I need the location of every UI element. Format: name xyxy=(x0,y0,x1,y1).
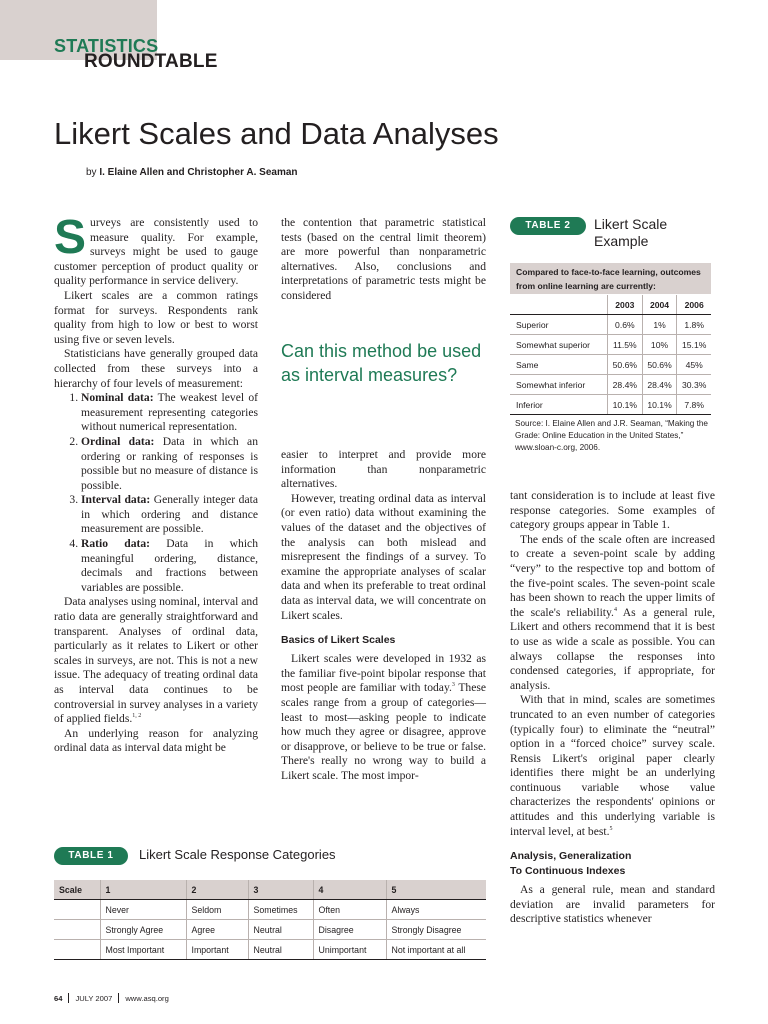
table-header-row xyxy=(54,880,486,900)
table-cell: Neutral xyxy=(248,940,313,960)
table-cell: Somewhat superior xyxy=(510,335,608,355)
table-2-source: Source: I. Elaine Allen and J.R. Seaman, “Making the Grade: Online Education in the United States,” www.sloan-c.org, 2006. xyxy=(515,419,708,452)
subheading-basics: Basics of Likert Scales xyxy=(281,634,396,647)
table-row xyxy=(510,335,711,355)
table-cell: Always xyxy=(386,900,486,920)
page-number: 64 xyxy=(54,994,63,1003)
paragraph: However, treating ordinal data as interval (or even ratio) data without examining the values of the dataset and the objectives of the analysis can both mislead and misrepresent the findings of a survey. To examine the appropriate analyses of scalar data and when its preferable to treat ordinal data as interval data, we will concentrate on Likert scales. xyxy=(281,491,486,622)
drop-cap: S xyxy=(54,211,87,264)
subheading-analysis: Analysis, Generalization To Continuous Indexes xyxy=(510,850,632,878)
table-cell: 10.1% xyxy=(608,395,643,415)
table-cell: Unimportant xyxy=(313,940,386,960)
paragraph: As a general rule, mean and standard deviation are invalid parameters for descriptive statistics whenever xyxy=(510,883,715,926)
table-cell: Often xyxy=(313,900,386,920)
table-row xyxy=(54,920,486,940)
table-header-cell: 2006 xyxy=(677,295,711,315)
body-column-2-top xyxy=(281,216,486,304)
list-item: 4. Ratio data: Data in which meaningful ordering, distance, decimals and fractions between variables are possible. xyxy=(81,537,258,595)
table-header-cell: 4 xyxy=(313,880,386,900)
table-cell xyxy=(54,940,100,960)
table-cell: Strongly Agree xyxy=(100,920,186,940)
section-label-statistics: STATISTICS xyxy=(54,36,159,56)
table-cell: 1% xyxy=(642,315,677,335)
paragraph: Statisticians have generally grouped data collected from these surveys into a hierarchy of four levels of measurement: xyxy=(54,347,258,390)
table-header-cell: Scale xyxy=(54,880,100,900)
table-header-cell: 2 xyxy=(186,880,248,900)
table-row xyxy=(510,315,711,335)
footer-divider xyxy=(68,993,69,1003)
table-header-cell: 2004 xyxy=(642,295,677,315)
section-label-roundtable: ROUNDTABLE xyxy=(84,51,218,72)
table-cell: 10% xyxy=(642,335,677,355)
table-header-cell: 1 xyxy=(100,880,186,900)
list-item: 3. Interval data: Generally integer data in which ordering and distance measurement are possible. xyxy=(81,493,258,537)
paragraph-intro xyxy=(54,211,258,289)
table-cell: 1.8% xyxy=(677,315,711,335)
paragraph: the contention that parametric statistical tests (based on the central limit theorem) are more powerful than nonparametric alternatives. Also, conclusions and interpretations of parametric tests might be considered xyxy=(281,216,486,302)
table-cell: Inferior xyxy=(510,395,608,415)
body-column-1 xyxy=(54,211,258,756)
body-column-2 xyxy=(281,448,486,783)
table-cell: Important xyxy=(186,940,248,960)
table-row xyxy=(510,355,711,375)
table-header-row xyxy=(510,295,711,315)
table-row xyxy=(510,395,711,415)
measurement-levels-list xyxy=(54,391,258,595)
body-column-3 xyxy=(510,489,715,927)
paragraph: tant consideration is to include at least five response categories. Some examples of category groups appear in Table 1. xyxy=(510,489,715,532)
table-cell xyxy=(54,920,100,940)
pull-quote: Can this method be used as interval measures? xyxy=(281,341,482,385)
table-cell: Disagree xyxy=(313,920,386,940)
paragraph: easier to interpret and provide more information than nonparametric alternatives. xyxy=(281,448,486,491)
table-header-cell: 2003 xyxy=(608,295,643,315)
table-row xyxy=(510,375,711,395)
reference-marker: 5 xyxy=(609,825,613,832)
table-cell: Sometimes xyxy=(248,900,313,920)
table-cell: 10.1% xyxy=(642,395,677,415)
table-cell: Neutral xyxy=(248,920,313,940)
page-footer xyxy=(54,993,169,1004)
site-link[interactable]: www.asq.org xyxy=(125,994,169,1003)
table-cell: 0.6% xyxy=(608,315,643,335)
table-cell: 50.6% xyxy=(608,355,643,375)
table-cell: 50.6% xyxy=(642,355,677,375)
table-cell: Most Important xyxy=(100,940,186,960)
paragraph: Data analyses using nominal, interval and ratio data are generally straightforward and transparent. Analyses of ordinal data, particularly as it relates to Likert or other scales in surveys, are not. This is not a new issue. The adequacy of treating ordinal data as interval data continues to be controversial in survey analyses in a variety of applied fields.$^{1, 2}$ xyxy=(54,595,258,726)
table-cell: 30.3% xyxy=(677,375,711,395)
paragraph: With that in mind, scales are sometimes truncated to an even number of categories (typically four) to eliminate the “neutral” option in a “forced choice” survey scale. Rensis Likert's original paper clearly identifies there might be an underlying continuous variable whose value characterizes the respondents' opinions or attitudes and this underlying variable is interval level, at best.$^5$ xyxy=(510,693,715,838)
article-title: Likert Scales and Data Analyses xyxy=(54,116,499,151)
table-2-caption: Compared to face-to-face learning, outcomes from online learning are currently: xyxy=(510,263,711,294)
list-item: 1. Nominal data: The weakest level of measurement representing categories without numerical representation. xyxy=(81,391,258,435)
table-cell: Agree xyxy=(186,920,248,940)
table-header-cell: 5 xyxy=(386,880,486,900)
paragraph: Likert scales were developed in 1932 as the familiar five-point bipolar response that most people are familiar with today.$^3$ These scales range from a group of categories—least to most—asking people to indicate how much they agree or disagree, approve or disapprove, or believe to be true or false. There's really no wrong way to build a Likert scale. The most impor- xyxy=(281,652,486,782)
table-cell: 11.5% xyxy=(608,335,643,355)
table-cell: Not important at all xyxy=(386,940,486,960)
table-cell: Seldom xyxy=(186,900,248,920)
reference-marker: 3 xyxy=(451,682,455,689)
table-1-badge: TABLE 1 xyxy=(54,847,128,865)
reference-marker: 4 xyxy=(613,606,617,613)
table-row xyxy=(54,900,486,920)
table-1-title: Likert Scale Response Categories xyxy=(139,847,336,862)
table-cell xyxy=(54,900,100,920)
table-cell: Somewhat inferior xyxy=(510,375,608,395)
table-cell: Same xyxy=(510,355,608,375)
table-2 xyxy=(510,295,711,415)
table-cell: 28.4% xyxy=(608,375,643,395)
table-header-cell xyxy=(510,295,608,315)
paragraph: An underlying reason for analyzing ordinal data as interval data might be xyxy=(54,726,258,755)
byline xyxy=(86,166,298,180)
footer-divider xyxy=(118,993,119,1003)
table-row xyxy=(54,940,486,960)
table-2-badge: TABLE 2 xyxy=(510,217,586,235)
byline-by: by xyxy=(86,167,97,178)
paragraph-intro-text: urveys are consistently used to measure quality. For example, surveys might be used to gauge customer perception of product quality or quality performance in service delivery. xyxy=(54,216,258,288)
table-cell: 7.8% xyxy=(677,395,711,415)
paragraph: Likert scales are a common ratings format for surveys. Respondents rank quality from high to low or best to worst using five or seven levels. xyxy=(54,288,258,346)
table-header-cell: 3 xyxy=(248,880,313,900)
table-cell: Superior xyxy=(510,315,608,335)
table-2-title: Likert Scale Example xyxy=(594,216,668,249)
table-cell: 45% xyxy=(677,355,711,375)
table-cell: Never xyxy=(100,900,186,920)
list-item: 2. Ordinal data: Data in which an ordering or ranking of responses is possible but no measure of distance is possible. xyxy=(81,435,258,493)
table-cell: 15.1% xyxy=(677,335,711,355)
byline-authors: I. Elaine Allen and Christopher A. Seaman xyxy=(99,167,298,178)
paragraph: The ends of the scale often are increased to create a seven-point scale by adding “very” to the respective top and bottom of the five-point scales. The seven-point scale has been shown to reach the upper limits of the scale's reliability.$^4$ As a general rule, Likert and others recommend that it is best to use as wide a scale as possible. You can always collapse the responses into condensed categories, if appropriate, for analysis. xyxy=(510,532,715,692)
reference-marker: 1, 2 xyxy=(132,713,142,720)
table-cell: Strongly Disagree xyxy=(386,920,486,940)
table-cell: 28.4% xyxy=(642,375,677,395)
table-1 xyxy=(54,880,486,960)
issue-date: JULY 2007 xyxy=(75,994,113,1003)
